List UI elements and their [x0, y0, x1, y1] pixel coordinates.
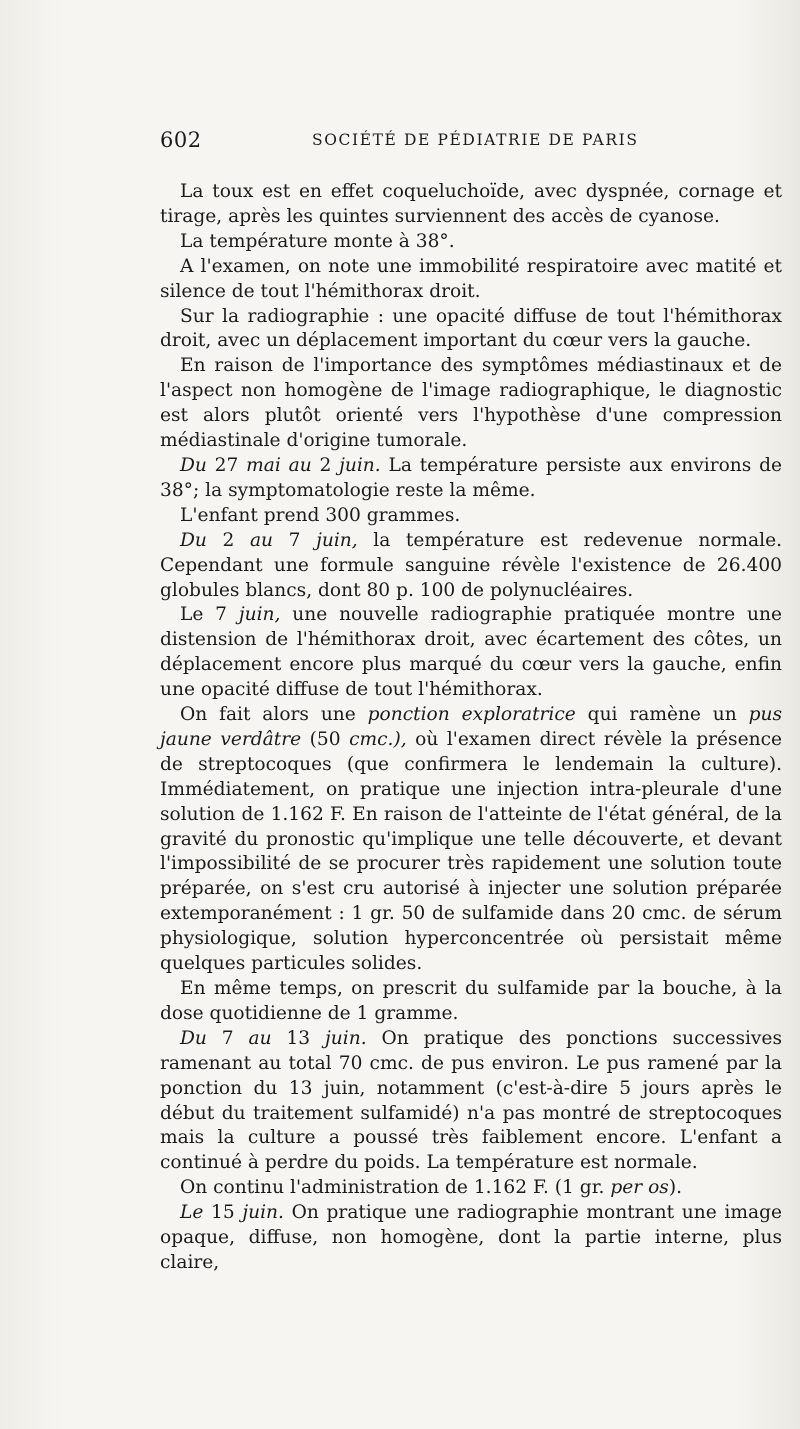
running-head: SOCIÉTÉ DE PÉDIATRIE DE PARIS: [312, 131, 639, 149]
paragraph: [160, 230, 782, 255]
text-run: la température est redevenue normale. Cependant une formule sanguine révèle l'existence de 26.400 globules blancs, dont 80 p. 100 de polynucléaires.: [160, 529, 782, 601]
paragraph: [160, 977, 782, 1027]
text-run: 2: [206, 529, 250, 551]
italic-run: juin.: [242, 1202, 284, 1224]
italic-run: cmc.),: [349, 728, 407, 750]
italic-run: pus jaune verdâtre: [160, 704, 783, 750]
text-run: une nouvelle radiographie pratiquée montre une distension de l'hémithorax droit, avec écartement des côtes, un déplacement encore plus marqué du cœur vers la gauche, enfin une opacité diffuse de tout l'hémithorax.: [160, 604, 782, 701]
text-run: 2: [311, 454, 340, 476]
text-run: 13: [271, 1027, 326, 1049]
text-run: qui ramène un: [575, 704, 749, 726]
paragraph: [160, 255, 782, 305]
italic-run: au: [249, 529, 274, 551]
italic-run: juin,: [316, 529, 358, 551]
text-run: En même temps, on prescrit du sulfamide par la bouche, à la dose quotidienne de 1 gramme.: [160, 978, 782, 1024]
italic-run: juin,: [238, 604, 281, 626]
italic-run: ponction exploratrice: [367, 704, 576, 726]
paragraph: [160, 454, 782, 504]
text-run: 15: [203, 1202, 243, 1224]
body-text: [160, 180, 782, 1276]
italic-run: per os: [610, 1177, 669, 1199]
page-number: 602: [160, 128, 202, 152]
text-run: On fait alors une: [180, 704, 368, 726]
text-run: On pratique une radiographie montrant une image opaque, diffuse, non homogène, dont la partie interne, plus claire,: [160, 1202, 782, 1273]
text-run: En raison de l'importance des symptômes médiastinaux et de l'aspect non homogène de l'image radiographique, le diagnostic est alors plutôt orienté vers l'hypothèse d'une compression médiastinale d'origine tumorale.: [160, 355, 782, 452]
text-run: A l'examen, on note une immobilité respiratoire avec matité et silence de tout l'hémithorax droit.: [160, 255, 782, 302]
page-header: [160, 128, 640, 158]
text-run: 7: [273, 529, 317, 551]
text-run: (50: [301, 728, 350, 750]
italic-run: juin.: [339, 454, 381, 476]
paragraph: [160, 504, 782, 529]
text-run: La toux est en effet coqueluchoïde, avec dyspnée, cornage et tirage, après les quintes surviennent des accès de cyanose.: [160, 181, 782, 227]
paragraph: [160, 1176, 782, 1201]
paragraph: [160, 529, 782, 604]
italic-run: Du: [180, 529, 207, 551]
paragraph: [160, 354, 782, 454]
text-run: où l'examen direct révèle la présence de streptocoques (que confirmera le lendemain la culture). Immédiatement, on pratique une injection intra-pleurale d'une solution de 1.162 F. En raison de l'atteinte de l'état général, de la gravité du pronostic qu'implique une telle découverte, et devant l'impossibilité de se procurer très rapidement une solution toute préparée, on s'est cru autorisé à injecter une solution préparée extemporanément : 1 gr. 50 de sulfamide dans 20 cmc. de sérum physiologique, solution hyperconcentrée où persistait même quelques particules solides.: [160, 728, 782, 975]
text-run: On continu l'administration de 1.162 F. (1 gr.: [180, 1177, 611, 1199]
paragraph: [160, 180, 782, 230]
text-run: Le 7: [180, 604, 239, 626]
text-run: Sur la radiographie : une opacité diffuse de tout l'hémithorax droit, avec un déplacement important du cœur vers la gauche.: [160, 305, 782, 352]
text-run: 7: [206, 1027, 249, 1049]
text-run: On pratique des ponctions successives ramenant au total 70 cmc. de pus environ. Le pus ramené par la ponction du 13 juin, notamment (c'est-à-dire 5 jours après le début du traitement sulfamidé) n'a pas montré de streptocoques mais la culture a poussé très faiblement encore. L'enfant a continué à perdre du poids. La température est normale.: [160, 1027, 782, 1174]
italic-run: au: [248, 1027, 272, 1049]
italic-run: mai au: [246, 454, 312, 476]
text-run: La température persiste aux environs de 38°; la symptomatologie reste la même.: [160, 454, 783, 501]
text-run: 27: [206, 454, 247, 476]
italic-run: juin.: [325, 1027, 367, 1049]
paragraph: [160, 1027, 782, 1176]
text-run: ).: [668, 1177, 682, 1199]
italic-run: Du: [180, 1027, 207, 1049]
paragraph: [160, 603, 782, 703]
paragraph: [160, 305, 782, 355]
text-run: La température monte à 38°.: [180, 230, 455, 252]
italic-run: Le: [180, 1202, 204, 1224]
paragraph: [160, 1201, 782, 1276]
paragraph: [160, 703, 782, 977]
italic-run: Du: [180, 454, 207, 476]
text-run: L'enfant prend 300 grammes.: [180, 504, 461, 526]
